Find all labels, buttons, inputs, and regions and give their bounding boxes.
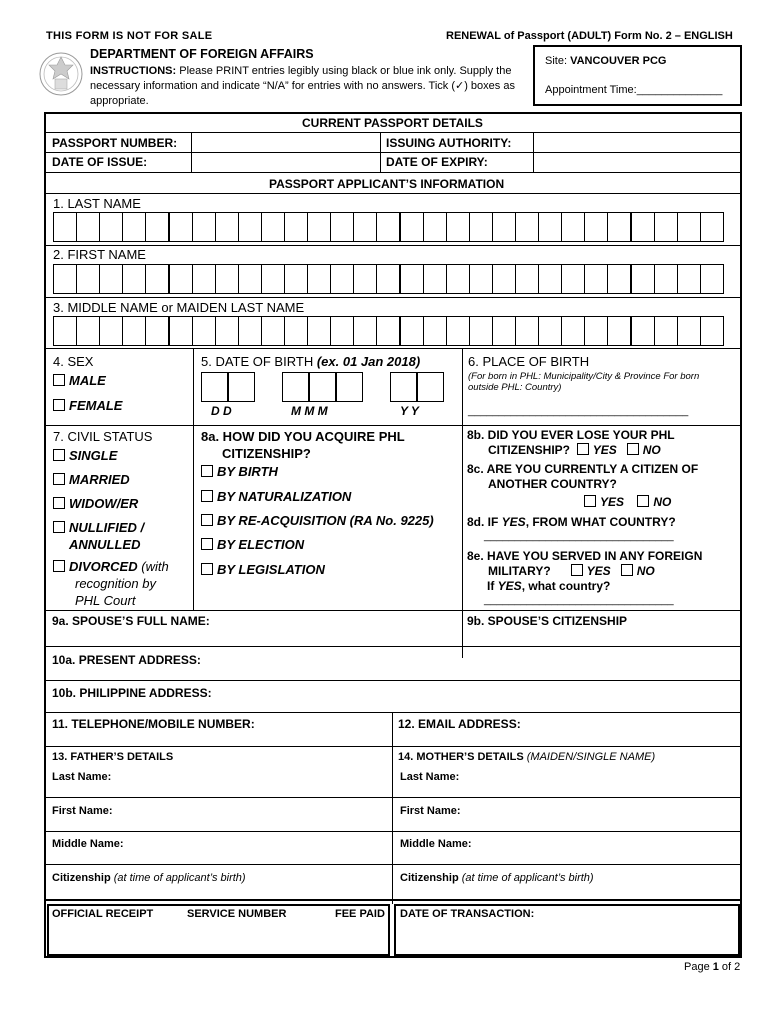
letter-box[interactable]: [515, 264, 539, 294]
letter-box[interactable]: [261, 316, 285, 346]
mother-first-name-label: First Name:: [400, 805, 461, 817]
acquire-label-1-text: 8a. HOW DID YOU ACQUIRE PHL: [201, 429, 405, 444]
letter-box[interactable]: [677, 264, 701, 294]
letter-box[interactable]: [99, 212, 123, 242]
letter-box[interactable]: [122, 264, 146, 294]
civil-nullified-option[interactable]: [53, 520, 144, 535]
letter-box[interactable]: [631, 212, 655, 242]
letter-box[interactable]: [677, 316, 701, 346]
by-election-label: BY ELECTION: [217, 537, 305, 552]
present-address-text: 10a. PRESENT ADDRESS:: [52, 653, 201, 667]
letter-box[interactable]: [284, 316, 308, 346]
letter-box[interactable]: [469, 212, 493, 242]
q8c-options: [584, 495, 671, 509]
first-name-label: 2. FIRST NAME: [53, 247, 146, 262]
q8e-3-yes: YES: [497, 579, 522, 593]
letter-box[interactable]: [700, 212, 724, 242]
letter-box[interactable]: [353, 212, 377, 242]
by-legislation-option[interactable]: [201, 562, 325, 577]
civil-widower-option[interactable]: [53, 496, 138, 511]
letter-box[interactable]: [584, 264, 608, 294]
letter-box[interactable]: [330, 264, 354, 294]
by-naturalization-option[interactable]: [201, 489, 351, 504]
middle-name-label: 3. MIDDLE NAME or MAIDEN LAST NAME: [53, 300, 305, 315]
letter-box[interactable]: [400, 264, 424, 294]
letter-box[interactable]: [376, 212, 400, 242]
single-label: SINGLE: [69, 448, 118, 463]
mother-citizenship-label: [400, 872, 594, 884]
letter-box[interactable]: [76, 264, 100, 294]
male-label: MALE: [69, 373, 106, 388]
letter-box[interactable]: [215, 212, 239, 242]
letter-box[interactable]: [654, 212, 678, 242]
letter-box[interactable]: [561, 212, 585, 242]
dob-digit-box[interactable]: [417, 372, 444, 402]
philippine-address-label: [52, 686, 212, 700]
civil-married-option[interactable]: [53, 472, 130, 487]
philippine-address-text: 10b. PHILIPPINE ADDRESS:: [52, 686, 212, 700]
letter-box[interactable]: [145, 212, 169, 242]
letter-box[interactable]: [99, 264, 123, 294]
letter-box[interactable]: [376, 316, 400, 346]
passport-number-label: PASSPORT NUMBER:: [52, 136, 178, 150]
mother-citizenship-text: Citizenship: [400, 872, 459, 884]
by-reacquisition-checkbox[interactable]: [201, 514, 213, 526]
q8d-post: , FROM WHAT COUNTRY?: [525, 515, 676, 529]
q8b-no-label: NO: [642, 443, 661, 457]
dob-digit-box[interactable]: [201, 372, 228, 402]
spouse-name-label: 9a. SPOUSE’S FULL NAME:: [52, 614, 210, 628]
appointment-time-field[interactable]: Appointment Time:______________: [545, 84, 723, 96]
letter-box[interactable]: [307, 212, 331, 242]
by-legislation-checkbox[interactable]: [201, 563, 213, 575]
letter-box[interactable]: [677, 212, 701, 242]
dfa-seal-icon: [38, 45, 84, 103]
acquire-label-1: [201, 429, 405, 444]
telephone-label: 11. TELEPHONE/MOBILE NUMBER:: [52, 717, 255, 731]
father-citizenship-label: [52, 872, 246, 884]
q8d-label: [467, 515, 676, 529]
letter-box[interactable]: [538, 264, 562, 294]
letter-box[interactable]: [53, 264, 77, 294]
q8d-yes: YES: [501, 515, 526, 529]
pob-field[interactable]: ____________________________________: [468, 405, 689, 417]
q8c-yes-label: YES: [600, 495, 625, 509]
q8e-yes-label: YES: [586, 564, 611, 578]
father-first-name-label: First Name:: [52, 805, 113, 817]
letter-box[interactable]: [261, 264, 285, 294]
by-naturalization-checkbox[interactable]: [201, 490, 213, 502]
by-legislation-label: BY LEGISLATION: [217, 562, 325, 577]
dob-day-hint: D D: [211, 404, 232, 418]
civil-status-label: 7. CIVIL STATUS: [53, 429, 153, 444]
by-naturalization-label: BY NATURALIZATION: [217, 489, 352, 504]
father-middle-name-label: Middle Name:: [52, 838, 124, 850]
letter-box[interactable]: [538, 212, 562, 242]
sex-male-option[interactable]: [53, 373, 106, 388]
q8d-field[interactable]: _______________________________: [484, 530, 674, 542]
letter-box[interactable]: [446, 264, 470, 294]
issuing-authority-field[interactable]: [534, 133, 740, 151]
date-of-expiry-field[interactable]: [534, 153, 740, 171]
letter-box[interactable]: [169, 264, 193, 294]
pob-label: 6. PLACE OF BIRTH: [468, 354, 590, 369]
single-checkbox[interactable]: [53, 449, 65, 461]
letter-box[interactable]: [423, 316, 447, 346]
letter-box[interactable]: [215, 316, 239, 346]
letter-box[interactable]: [492, 316, 516, 346]
widower-label: WIDOW/ER: [69, 496, 139, 511]
letter-box[interactable]: [400, 316, 424, 346]
acquire-label-2: CITIZENSHIP?: [222, 446, 311, 461]
site-label: Site:: [545, 55, 571, 67]
dob-label-text: 5. DATE OF BIRTH: [201, 354, 317, 369]
letter-box[interactable]: [192, 316, 216, 346]
spouse-citizenship-label: 9b. SPOUSE’S CITIZENSHIP: [467, 614, 628, 628]
q8e-yes-checkbox[interactable]: [571, 564, 583, 576]
letter-box[interactable]: [192, 264, 216, 294]
not-for-sale-notice: THIS FORM IS NOT FOR SALE: [46, 30, 213, 42]
dob-digit-box[interactable]: [309, 372, 336, 402]
present-address-label: [52, 653, 201, 667]
by-birth-label: BY BIRTH: [217, 464, 278, 479]
widower-checkbox[interactable]: [53, 497, 65, 509]
instructions-label: INSTRUCTIONS:: [90, 65, 177, 77]
letter-box[interactable]: [561, 264, 585, 294]
issuing-authority-label: ISSUING AUTHORITY:: [386, 136, 512, 150]
current-passport-title: CURRENT PASSPORT DETAILS: [302, 116, 483, 130]
father-citizenship-text: Citizenship: [52, 872, 111, 884]
letter-box[interactable]: [330, 316, 354, 346]
letter-box[interactable]: [353, 264, 377, 294]
nullified-label: NULLIFIED /: [69, 520, 145, 535]
letter-box[interactable]: [607, 316, 631, 346]
q8e-label-3: [487, 579, 610, 593]
dob-example: (ex. 01 Jan 2018): [316, 354, 421, 369]
q8b-no-checkbox[interactable]: [627, 443, 639, 455]
nullified-checkbox[interactable]: [53, 521, 65, 533]
letter-box[interactable]: [122, 212, 146, 242]
letter-box[interactable]: [654, 316, 678, 346]
by-birth-option[interactable]: [201, 464, 278, 479]
q8c-no-label: NO: [653, 495, 672, 509]
official-receipt-label: OFFICIAL RECEIPT: [52, 908, 154, 920]
letter-box[interactable]: [238, 212, 262, 242]
q8e-no-label: NO: [636, 564, 655, 578]
father-details-label: 13. FATHER’S DETAILS: [52, 751, 174, 763]
letter-box[interactable]: [469, 264, 493, 294]
letter-box[interactable]: [515, 212, 539, 242]
letter-box[interactable]: [607, 212, 631, 242]
letter-box[interactable]: [122, 316, 146, 346]
passport-number-field[interactable]: [192, 133, 380, 151]
letter-box[interactable]: [145, 316, 169, 346]
q8c-yes-checkbox[interactable]: [584, 495, 596, 507]
letter-box[interactable]: [400, 212, 424, 242]
q8b-label-2-text: CITIZENSHIP?: [488, 443, 571, 457]
letter-box[interactable]: [492, 212, 516, 242]
letter-box[interactable]: [261, 212, 285, 242]
letter-box[interactable]: [307, 264, 331, 294]
by-election-option[interactable]: [201, 537, 304, 552]
letter-box[interactable]: [284, 264, 308, 294]
annulled-label: ANNULLED: [69, 537, 141, 552]
service-number-label: SERVICE NUMBER: [187, 908, 287, 920]
letter-box[interactable]: [169, 212, 193, 242]
divorced-note-2: recognition by: [75, 576, 156, 591]
letter-box[interactable]: [169, 316, 193, 346]
letter-box[interactable]: [538, 316, 562, 346]
mother-citizenship-note: (at time of applicant’s birth): [458, 872, 594, 884]
mother-details-label: [398, 751, 655, 763]
father-last-name-label: Last Name:: [52, 771, 112, 783]
last-name-label: 1. LAST NAME: [53, 196, 141, 211]
sex-female-option[interactable]: [53, 398, 122, 413]
letter-box[interactable]: [53, 316, 77, 346]
male-checkbox[interactable]: [53, 374, 65, 386]
dob-label: [201, 354, 420, 369]
letter-box[interactable]: [631, 316, 655, 346]
dob-digit-box[interactable]: [282, 372, 309, 402]
date-of-issue-field[interactable]: [192, 153, 380, 171]
q8c-label-2: ANOTHER COUNTRY?: [488, 477, 617, 491]
q8e-3-post: , what country?: [521, 579, 611, 593]
q8e-label-1: 8e. HAVE YOU SERVED IN ANY FOREIGN: [467, 549, 703, 563]
letter-box[interactable]: [700, 316, 724, 346]
fee-paid-label: FEE PAID: [335, 908, 385, 920]
letter-box[interactable]: [584, 212, 608, 242]
department-name: DEPARTMENT OF FOREIGN AFFAIRS: [90, 47, 314, 61]
letter-box[interactable]: [192, 212, 216, 242]
letter-box[interactable]: [469, 316, 493, 346]
female-checkbox[interactable]: [53, 399, 65, 411]
divorced-note-3: PHL Court: [75, 593, 136, 608]
letter-box[interactable]: [654, 264, 678, 294]
letter-box[interactable]: [307, 316, 331, 346]
divorced-note: (with: [137, 559, 169, 574]
letter-box[interactable]: [353, 316, 377, 346]
letter-box[interactable]: [492, 264, 516, 294]
letter-box[interactable]: [284, 212, 308, 242]
letter-box[interactable]: [446, 316, 470, 346]
q8e-no-checkbox[interactable]: [621, 564, 633, 576]
instructions-text: Please PRINT entries legibly using black or blue ink only. Supply the necessary information and indicate “N/A” for entries with no answers. Tick (✓) boxes as appropriate.: [90, 65, 515, 107]
q8d-pre: 8d. IF: [467, 515, 502, 529]
divorced-checkbox[interactable]: [53, 560, 65, 572]
q8b-yes-label: YES: [592, 443, 617, 457]
mother-details-note: (MAIDEN/SINGLE NAME): [526, 751, 656, 763]
q8b-yes-checkbox[interactable]: [577, 443, 589, 455]
civil-divorced-option[interactable]: [53, 559, 169, 574]
page-current: 1: [712, 961, 719, 973]
date-of-issue-label: DATE OF ISSUE:: [52, 155, 148, 169]
q8c-label-1: 8c. ARE YOU CURRENTLY A CITIZEN OF: [467, 462, 699, 476]
page-post: of 2: [718, 961, 741, 973]
letter-box[interactable]: [423, 212, 447, 242]
mother-middle-name-label: Middle Name:: [400, 838, 472, 850]
letter-box[interactable]: [607, 264, 631, 294]
instructions: [90, 64, 520, 109]
pob-note: (For born in PHL: Municipality/City & Province For born outside PHL: Country): [468, 371, 700, 393]
mother-last-name-label: Last Name:: [400, 771, 460, 783]
father-citizenship-note: (at time of applicant’s birth): [110, 872, 246, 884]
sex-label: 4. SEX: [53, 354, 94, 369]
letter-box[interactable]: [145, 264, 169, 294]
site-field: [545, 55, 666, 67]
page-pre: Page: [684, 961, 713, 973]
letter-box[interactable]: [561, 316, 585, 346]
letter-box[interactable]: [423, 264, 447, 294]
page-number: [684, 961, 740, 973]
dob-digit-box[interactable]: [336, 372, 363, 402]
mother-details-text: 14. MOTHER’S DETAILS: [398, 751, 527, 763]
by-election-checkbox[interactable]: [201, 538, 213, 550]
date-of-transaction-label: DATE OF TRANSACTION:: [400, 908, 535, 920]
letter-box[interactable]: [53, 212, 77, 242]
letter-box[interactable]: [215, 264, 239, 294]
q8e-label-2: [488, 564, 655, 578]
by-reacquisition-label: BY RE-ACQUISITION (RA No. 9225): [217, 513, 434, 528]
dob-digit-box[interactable]: [228, 372, 255, 402]
letter-box[interactable]: [515, 316, 539, 346]
q8e-3-pre: If: [487, 579, 498, 593]
dob-year-hint: Y Y: [400, 404, 419, 418]
by-reacquisition-option[interactable]: [201, 513, 434, 528]
by-birth-checkbox[interactable]: [201, 465, 213, 477]
letter-box[interactable]: [700, 264, 724, 294]
q8e-label-2-text: MILITARY?: [488, 564, 551, 578]
q8e-field[interactable]: _______________________________: [484, 594, 674, 606]
q8b-label-2: [488, 443, 661, 457]
letter-box[interactable]: [238, 316, 262, 346]
dob-month-hint: M M M: [291, 404, 328, 418]
letter-box[interactable]: [446, 212, 470, 242]
divorced-label: DIVORCED: [69, 559, 138, 574]
married-label: MARRIED: [69, 472, 130, 487]
letter-box[interactable]: [76, 212, 100, 242]
date-of-expiry-label: DATE OF EXPIRY:: [386, 155, 488, 169]
letter-box[interactable]: [376, 264, 400, 294]
email-label: 12. EMAIL ADDRESS:: [398, 717, 521, 731]
letter-box[interactable]: [76, 316, 100, 346]
letter-box[interactable]: [238, 264, 262, 294]
q8b-label-1: 8b. DID YOU EVER LOSE YOUR PHL: [467, 428, 675, 442]
form-title: RENEWAL of Passport (ADULT) Form No. 2 – ENGLISH: [446, 30, 733, 42]
site-value: VANCOUVER PCG: [570, 55, 667, 67]
letter-box[interactable]: [99, 316, 123, 346]
applicant-info-title: PASSPORT APPLICANT’S INFORMATION: [269, 177, 505, 191]
letter-box[interactable]: [330, 212, 354, 242]
female-label: FEMALE: [69, 398, 123, 413]
letter-box[interactable]: [584, 316, 608, 346]
letter-box[interactable]: [631, 264, 655, 294]
dob-digit-box[interactable]: [390, 372, 417, 402]
married-checkbox[interactable]: [53, 473, 65, 485]
civil-single-option[interactable]: [53, 448, 117, 463]
q8c-no-checkbox[interactable]: [637, 495, 649, 507]
